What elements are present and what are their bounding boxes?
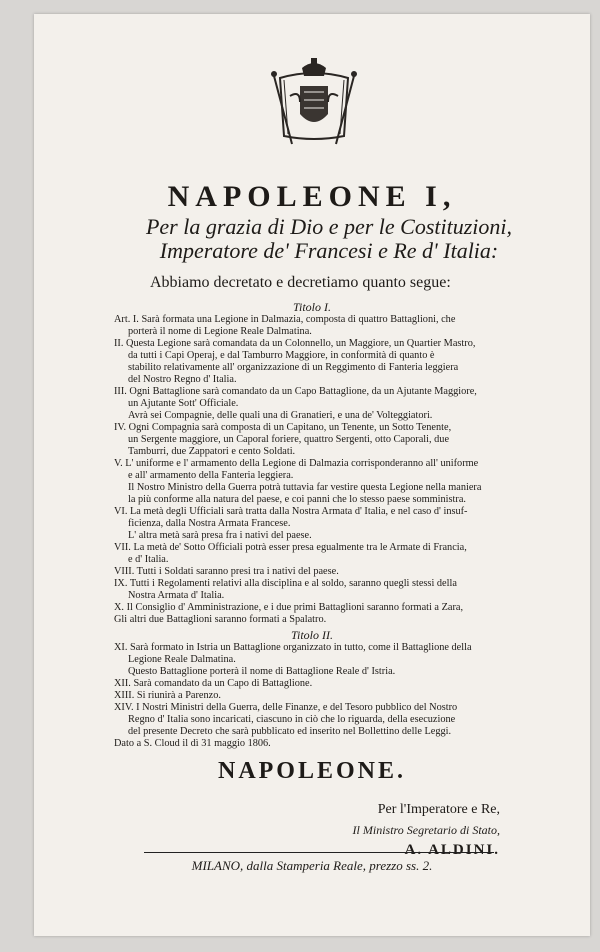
article-line: XII. Sarà comandato da un Capo di Battaglione. [114, 678, 313, 689]
article-line: del presente Decreto che sarà pubblicato ed inserito nel Bollettino delle Leggi. [128, 726, 452, 737]
section-title-2: Titolo II. [290, 628, 333, 642]
decree-intro: Abbiamo decretato e decretiamo quanto segue: [150, 274, 451, 291]
countersignature-line-1: Per l'Imperatore e Re, [377, 802, 500, 817]
article-line: e d' Italia. [128, 554, 169, 565]
document-sheet [34, 14, 590, 936]
decree-subtitle-line-1: Per la grazia di Dio e per le Costituzioni, [145, 214, 513, 239]
decree-subtitle-line-2: Imperatore de' Francesi e Re d' Italia: [159, 238, 499, 263]
section-title-1: Titolo I. [292, 300, 331, 314]
article-line: Art. I. Sarà formata una Legione in Dalmazia, composta di quattro Battaglioni, che [114, 314, 456, 325]
article-line: IX. Tutti i Regolamenti relativi alla disciplina e al soldo, saranno quegli stessi della [114, 578, 457, 589]
article-line: XIV. I Nostri Ministri della Guerra, delle Finanze, e del Tesoro pubblico del Nostro [114, 702, 458, 713]
article-line: XIII. Si riunirà a Parenzo. [114, 690, 221, 701]
signature-name: NAPOLEONE. [217, 758, 406, 784]
article-line: stabilito relativamente all' organizzazione di un Reggimento di Fanteria leggiera [128, 362, 459, 373]
article-line: ficienza, dalla Nostra Armata Francese. [128, 518, 291, 529]
article-line: VI. La metà degli Ufficiali sarà tratta dalla Nostra Armata d' Italia, e nel caso d' insuf- [114, 506, 468, 517]
printer-imprint: MILANO, dalla Stamperia Reale, prezzo ss. 2. [191, 858, 433, 873]
article-line: Il Nostro Ministro della Guerra potrà tuttavia far vestire questa Legione nella maniera [128, 482, 482, 493]
article-line: IV. Ogni Compagnia sarà composta di un Capitano, un Tenente, un Sotto Tenente, [114, 422, 452, 433]
article-line: un Ajutante Sott' Officiale. [128, 398, 239, 409]
countersignature-line-3: A. ALDINI. [404, 842, 500, 858]
countersignature-block [353, 800, 500, 860]
article-line: X. Il Consiglio d' Amministrazione, e i due primi Battaglioni saranno formati a Zara, [114, 602, 464, 613]
article-line: II. Questa Legione sarà comandata da un Colonnello, un Maggiore, un Quartier Mastro, [114, 338, 476, 349]
countersignature-line-2: Il Ministro Segretario di Stato, [352, 823, 500, 837]
article-line: L' altra metà sarà presa fra i nativi del paese. [128, 530, 312, 541]
article-line: e all' armamento della Fanteria leggiera. [128, 470, 294, 481]
article-line: III. Ogni Battaglione sarà comandato da un Capo Battaglione, da un Ajutante Maggiore, [114, 386, 477, 397]
article-line: Nostra Armata d' Italia. [128, 590, 225, 601]
article-line: Gli altri due Battaglioni saranno formati a Spalatro. [114, 614, 327, 625]
article-line: Tamburri, due Zappatori e cento Soldati. [128, 446, 296, 457]
imperial-crest-icon [270, 56, 358, 146]
article-line: da tutti i Capi Operaj, e dal Tamburro Maggiore, in conformità di quanto è [128, 350, 435, 361]
article-line: Legione Reale Dalmatina. [128, 654, 236, 665]
section-1-articles [114, 314, 528, 626]
divider-rule [144, 852, 494, 853]
decree-title: NAPOLEONE I, [167, 180, 457, 213]
article-line: Regno d' Italia sono incaricati, ciascuno in ciò che lo riguarda, della esecuzione [128, 714, 456, 725]
article-line: VIII. Tutti i Soldati saranno presi tra i nativi del paese. [114, 566, 339, 577]
article-line: VII. La metà de' Sotto Officiali potrà esser presa egualmente tra le Armate di Francia, [114, 542, 467, 553]
article-line: XI. Sarà formato in Istria un Battaglione organizzato in tutto, come il Battaglione della [114, 642, 472, 653]
article-line: un Sergente maggiore, un Caporal foriere, quattro Sergenti, otto Caporali, due [128, 434, 450, 445]
article-line: porterà il nome di Legione Reale Dalmatina. [128, 326, 312, 337]
article-line: V. L' uniforme e l' armamento della Legione di Dalmazia corrisponderanno all' uniforme [114, 458, 479, 469]
article-line: la più conforme alla natura del paese, e coi panni che lo stesso paese somministra. [128, 494, 466, 505]
article-line: Dato a S. Cloud il dì 31 maggio 1806. [114, 738, 271, 749]
article-line: Avrà sei Compagnie, delle quali una di Granatieri, e una de' Volteggiatori. [128, 410, 433, 421]
section-2-articles [114, 642, 528, 750]
article-line: Questo Battaglione porterà il nome di Battaglione Reale d' Istria. [128, 666, 396, 677]
article-line: del Nostro Regno d' Italia. [128, 374, 237, 385]
